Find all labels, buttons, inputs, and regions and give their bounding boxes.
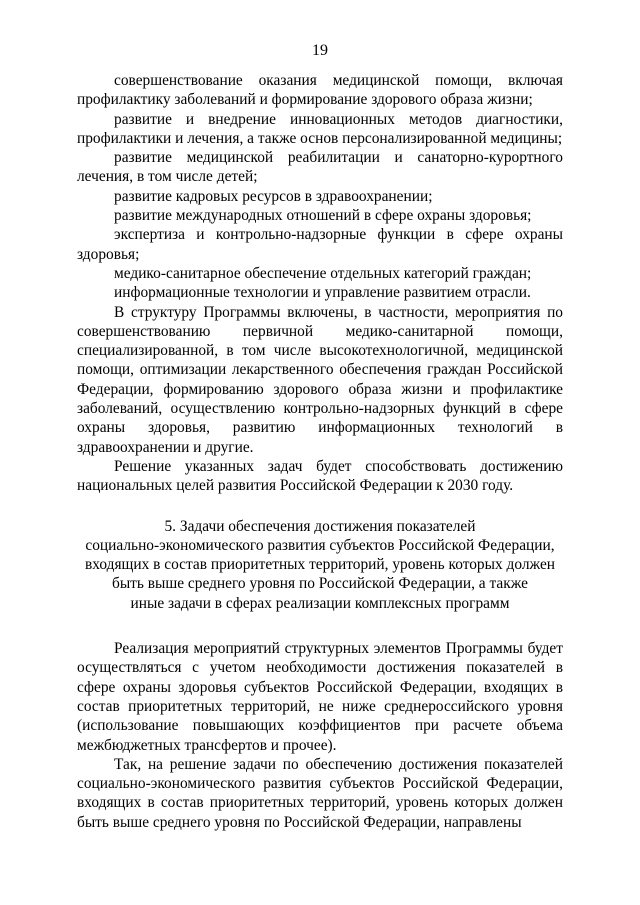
list-item-innovation: развитие и внедрение инновационных методов диагностики, профилактики и лечения, а также основ персонализированной медицины;: [77, 110, 563, 147]
paragraph-implementation: Реализация мероприятий структурных элементов Программы будет осуществляться с учетом необходимости достижения показателей в сфере охраны здоровья субъектов Российской Федерации, входящих в состав приоритетных территорий, не ниже среднероссийского уровня (использование повышающих коэффициентов при расчете объема межбюджетных трансфертов и прочее).: [77, 640, 563, 754]
section-heading-line: быть выше среднего уровня по Российской Федерации, а также: [112, 575, 528, 593]
section-heading-line: входящих в состав приоритетных территорий, уровень которых должен: [84, 556, 556, 574]
paragraph-program-structure: В структуру Программы включены, в частности, мероприятия по совершенствованию первичной медико-санитарной помощи, специализированной, в том числе высокотехнологичной, медицинской помощи, оптимизации лекарственного обеспечения граждан Российской Федерации, формированию здорового образа жизни и профилактике заболеваний, осуществлению контрольно-надзорных функций в сфере охраны здоровья, развитию информационных технологий в здравоохранении и другие.: [77, 303, 563, 456]
spacer: [77, 613, 563, 639]
list-item-it: информационные технологии и управление развитием отрасли.: [114, 284, 531, 302]
section-heading: [77, 517, 563, 613]
list-item-improve-care: совершенствование оказания медицинской помощи, включая профилактику заболеваний и формирование здорового образа жизни;: [77, 72, 563, 109]
section-heading-line: 5. Задачи обеспечения достижения показателей: [164, 517, 476, 535]
list-item-expertise: экспертиза и контрольно-надзорные функции в сфере охраны здоровья;: [77, 226, 563, 263]
paragraph-priority-territories: Так, на решение задачи по обеспечению достижения показателей социально-экономического развития субъектов Российской Федерации, входящих в состав приоритетных территорий, уровень которых должен быть выше среднего уровня по Российской Федерации, направлены: [77, 755, 563, 831]
page-number: 19: [312, 42, 328, 59]
document-body: [77, 71, 563, 832]
section-heading-line: иные задачи в сферах реализации комплексных программ: [130, 594, 510, 612]
list-item-rehabilitation: развитие медицинской реабилитации и санаторно-курортного лечения, в том числе детей;: [77, 149, 563, 186]
section-heading-line: социально-экономического развития субъектов Российской Федерации,: [85, 536, 555, 554]
list-item-medical-support: медико-санитарное обеспечение отдельных категорий граждан;: [114, 264, 532, 282]
spacer: [77, 496, 563, 517]
paragraph-national-goals: Решение указанных задач будет способствовать достижению национальных целей развития Российской Федерации к 2030 году.: [77, 457, 563, 495]
list-item-international: развитие международных отношений в сфере охраны здоровья;: [114, 207, 532, 225]
list-item-personnel: развитие кадровых ресурсов в здравоохранении;: [114, 187, 433, 205]
